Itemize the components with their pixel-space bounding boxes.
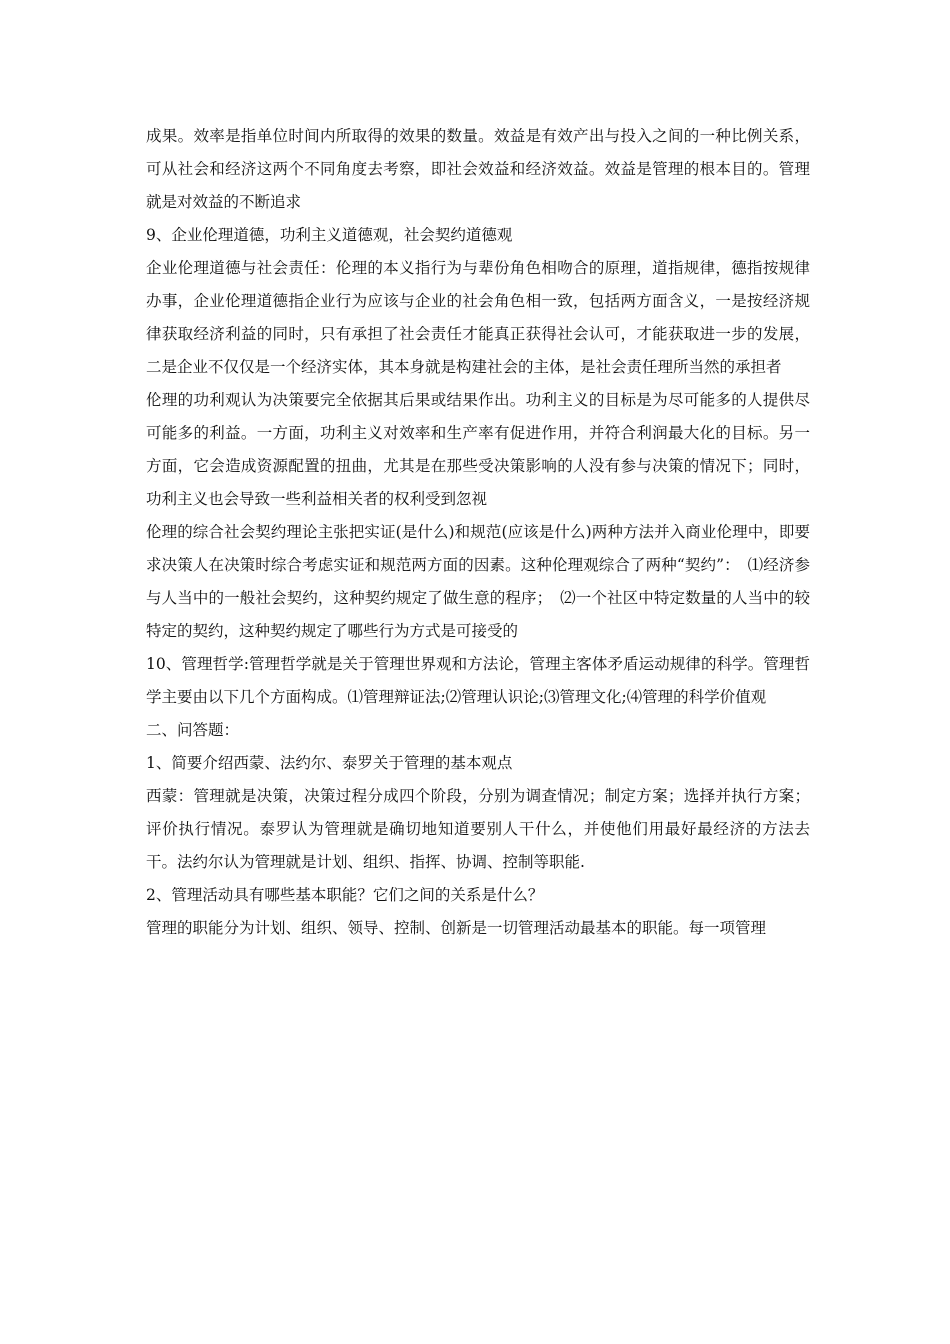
- answer-1: 西蒙：管理就是决策，决策过程分成四个阶段，分别为调查情况；制定方案；选择并执行方案；评价执行情况。泰罗认为管理就是确切地知道要别人干什么，并使他们用最好最经济的方法去干。法约尔认为管理就是计划、组织、指挥、协调、控制等职能.: [146, 787, 810, 871]
- paragraph-utilitarian-view: 伦理的功利观认为决策要完全依据其后果或结果作出。功利主义的目标是为尽可能多的人提供尽可能多的利益。一方面，功利主义对效率和生产率有促进作用，并符合利润最大化的目标。另一方面，它会造成资源配置的扭曲，尤其是在那些受决策影响的人没有参与决策的情况下；同时，功利主义也会导致一些利益相关者的权利受到忽视: [146, 391, 810, 508]
- question-2: 2、管理活动具有哪些基本职能？它们之间的关系是什么？: [146, 886, 544, 904]
- paragraph-business-ethics: 企业伦理道德与社会责任：伦理的本义指行为与辈份角色相吻合的原理，道指规律，德指按规律办事，企业伦理道德指企业行为应该与企业的社会角色相一致，包括两方面含义，一是按经济规律获取经济利益的同时，只有承担了社会责任才能真正获得社会认可，才能获取进一步的发展，二是企业不仅仅是一个经济实体，其本身就是构建社会的主体，是社会责任理所当然的承担者: [146, 259, 810, 376]
- paragraph-social-contract-view: 伦理的综合社会契约理论主张把实证(是什么)和规范(应该是什么)两种方法并入商业伦理中，即要求决策人在决策时综合考虑实证和规范两方面的因素。这种伦理观综合了两种“契约”： ⑴经济参与人当中的一般社会契约，这种契约规定了做生意的程序； ⑵一个社区中特定数量的人当中的较特定的契约，这种契约规定了哪些行为方式是可接受的: [146, 523, 810, 640]
- paragraph-management-philosophy: 10、管理哲学:管理哲学就是关于管理世界观和方法论，管理主客体矛盾运动规律的科学。管理哲学主要由以下几个方面构成。⑴管理辩证法;⑵管理认识论;⑶管理文化;⑷管理的科学价值观: [146, 655, 810, 706]
- answer-2: 管理的职能分为计划、组织、领导、控制、创新是一切管理活动最基本的职能。每一项管理: [146, 919, 767, 937]
- paragraph-efficiency-continuation: 成果。效率是指单位时间内所取得的效果的数量。效益是有效产出与投入之间的一种比例关系，可从社会和经济这两个不同角度去考察，即社会效益和经济效益。效益是管理的根本目的。管理就是对效益的不断追求: [146, 127, 810, 211]
- heading-item-9: 9、企业伦理道德，功利主义道德观，社会契约道德观: [146, 226, 513, 244]
- section-heading-questions: 二、问答题：: [146, 721, 240, 739]
- document-body: [146, 120, 810, 945]
- question-1: 1、简要介绍西蒙、法约尔、泰罗关于管理的基本观点: [146, 754, 513, 772]
